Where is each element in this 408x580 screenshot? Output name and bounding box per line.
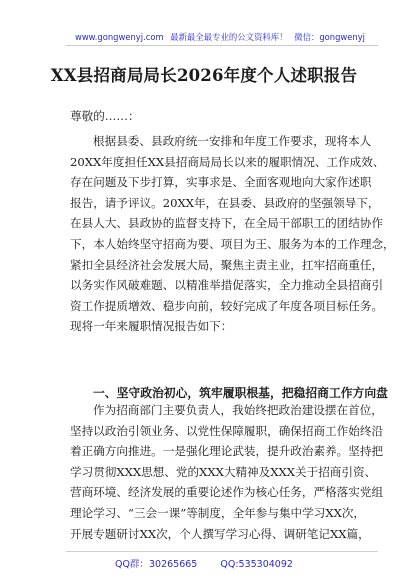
section1-line: 着正确方向推进。一是强化理论武装，提升政治素养。坚持把 bbox=[70, 444, 384, 459]
intro-line: 报告，请予评议。20XX年，在县委、县政府的坚强领导下， bbox=[70, 195, 380, 210]
intro-line: 以务实作风破难题、以精准举措促落实，全力推动全县招商引 bbox=[70, 278, 384, 293]
header-site-link[interactable]: www.gongwenyj.com bbox=[74, 32, 164, 42]
section1-line: 营商环境、经济发展的重要论述作为核心任务，严格落实党组 bbox=[70, 485, 384, 500]
intro-line: 存在问题及下步打算，实事求是、全面客观地向大家作述职 bbox=[70, 175, 372, 190]
section1-line: 理论学习、“三会一课”等制度，全年参与集中学习XX次， bbox=[70, 505, 366, 520]
footer-qq: QQ:535304092 bbox=[220, 559, 293, 570]
footer-qq-group: QQ群：30265665 bbox=[115, 559, 198, 570]
page-footer bbox=[0, 556, 408, 570]
header-slogan: 最新最全最专业的公文资料库！ bbox=[170, 32, 288, 42]
intro-line: 根据县委、县政府统一安排和年度工作要求，现将本人 bbox=[93, 134, 372, 148]
salutation: 尊敬的……： bbox=[70, 109, 140, 123]
intro-line: 现将一年来履职情况报告如下： bbox=[70, 319, 233, 334]
header-wechat: 微信：gongwenyj bbox=[294, 32, 366, 42]
salutation-block bbox=[70, 106, 370, 127]
intro-line: 在县人大、县政协的监督支持下，在全局干部职工的团结协作 bbox=[70, 216, 384, 231]
header-divider bbox=[66, 45, 378, 46]
intro-line: 20XX年度担任XX县招商局局长以来的履职情况、工作成效、 bbox=[70, 154, 385, 169]
page-header bbox=[70, 30, 370, 44]
intro-line: 下，本人始终坚守招商为要、项目为王、服务为本的工作理念， bbox=[70, 236, 395, 251]
document-title: XX县招商局局长2026年度个人述职报告 bbox=[50, 66, 358, 85]
intro-paragraph bbox=[70, 131, 395, 337]
section1-paragraph bbox=[70, 400, 384, 544]
intro-line: 资工作提质增效、稳步向前，较好完成了年度各项目标任务。 bbox=[70, 298, 384, 313]
section1-line: 学习贯彻XXX思想、党的XXX大精神及XXX关于招商引资、 bbox=[70, 464, 377, 479]
section1-line: 作为招商部门主要负责人，我始终把政治建设摆在首位， bbox=[93, 403, 383, 417]
intro-line: 紧扣全县经济社会发展大局，聚焦主责主业，扛牢招商重任， bbox=[70, 257, 384, 272]
footer-divider bbox=[66, 551, 378, 552]
section1-line: 开展专题研讨XX次，个人撰写学习心得、调研笔记XX篇， bbox=[70, 526, 370, 541]
section1-line: 坚持以政治引领业务、以党性保障履职，确保招商工作始终沿 bbox=[70, 423, 384, 438]
section-heading: 一、坚守政治初心，筑牢履职根基，把稳招商工作方向盘 bbox=[93, 386, 388, 400]
